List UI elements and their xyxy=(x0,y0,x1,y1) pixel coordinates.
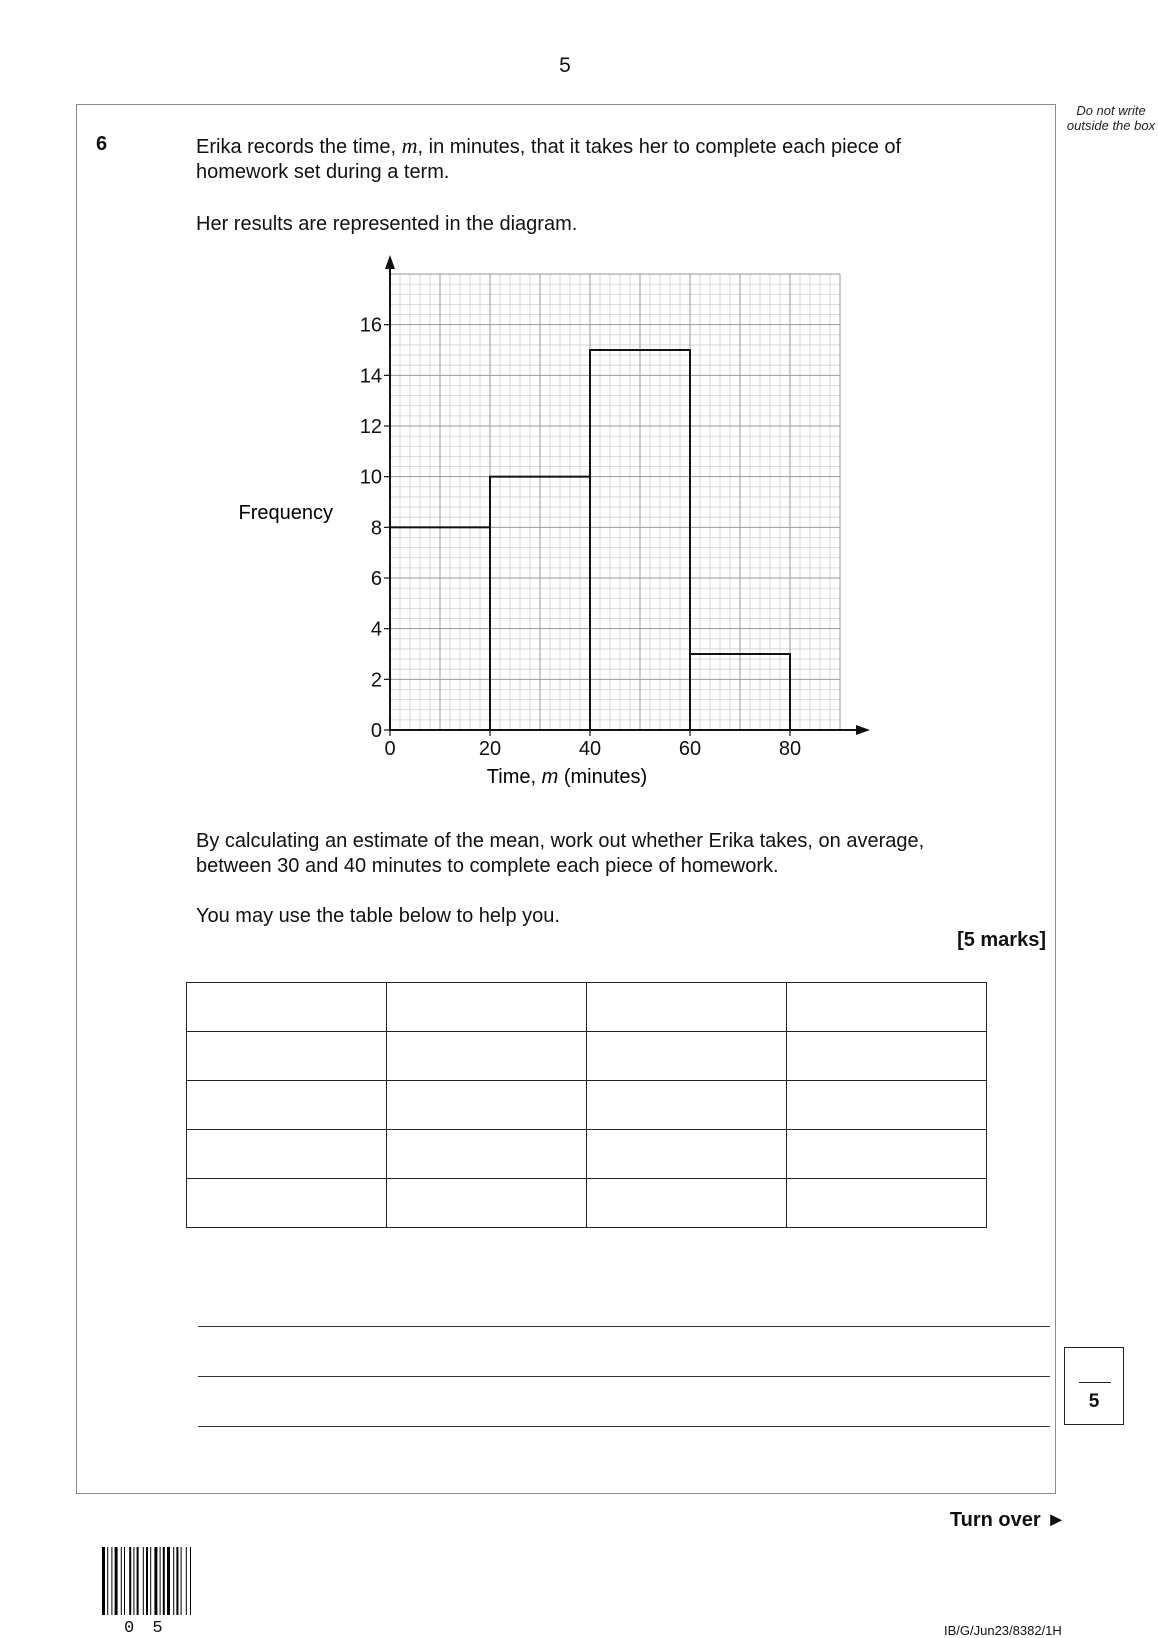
barcode-bar xyxy=(154,1547,157,1615)
barcode-bar xyxy=(181,1547,182,1615)
table-cell[interactable] xyxy=(587,1081,787,1130)
table-cell[interactable] xyxy=(387,1032,587,1081)
barcode-bar xyxy=(133,1547,134,1615)
grid-minor xyxy=(390,274,840,730)
variable-m: m xyxy=(401,133,418,158)
barcode-bar xyxy=(115,1547,118,1615)
working-table xyxy=(186,982,987,1228)
x-axis-label xyxy=(487,766,647,788)
intro-text-start: Erika records the time, xyxy=(196,136,402,158)
table-row xyxy=(187,983,987,1032)
x-axis-arrow-icon xyxy=(856,725,870,735)
table-cell[interactable] xyxy=(187,1130,387,1179)
barcode-bar xyxy=(186,1547,187,1615)
y-tick-label: 6 xyxy=(370,568,382,590)
paper-code: IB/G/Jun23/8382/1H xyxy=(944,1623,1062,1638)
intro-text-end: , in minutes, that it takes her to complete each piece of homework set during a term. xyxy=(196,136,902,183)
barcode-bar xyxy=(137,1547,139,1615)
question-instruction: By calculating an estimate of the mean, work out whether Erika takes, on average, between 30 and 40 minutes to complete each piece of homework. xyxy=(196,830,925,877)
answer-line[interactable] xyxy=(198,1326,1050,1327)
frequency-diagram xyxy=(230,255,870,815)
table-cell[interactable] xyxy=(787,1081,987,1130)
mark-box xyxy=(1064,1347,1124,1425)
table-row xyxy=(187,1130,987,1179)
answer-line[interactable] xyxy=(198,1376,1050,1377)
x-tick-label: 80 xyxy=(778,738,802,760)
y-tick-label: 0 xyxy=(370,720,382,742)
table-cell[interactable] xyxy=(187,1081,387,1130)
barcode-bar xyxy=(143,1547,144,1615)
x-axis-label-end: (minutes) xyxy=(558,766,648,788)
x-tick-label: 0 xyxy=(384,738,396,760)
table-row xyxy=(187,1179,987,1228)
marks-label: [5 marks] xyxy=(957,929,1046,951)
barcode-bar xyxy=(146,1547,148,1615)
question-number: 6 xyxy=(96,133,108,155)
table-cell[interactable] xyxy=(187,1032,387,1081)
x-tick-label: 40 xyxy=(578,738,602,760)
question-intro xyxy=(196,133,966,185)
y-tick-label: 4 xyxy=(370,618,382,641)
y-axis-label: Frequency xyxy=(238,502,333,524)
y-axis-arrow-icon xyxy=(385,255,395,269)
question-hint: You may use the table below to help you. xyxy=(196,905,560,927)
x-tick-label: 20 xyxy=(478,738,502,760)
table-cell[interactable] xyxy=(787,1179,987,1228)
barcode-icon xyxy=(100,1547,205,1617)
x-tick-label: 60 xyxy=(678,738,702,760)
table-cell[interactable] xyxy=(387,1081,587,1130)
table-cell[interactable] xyxy=(187,1179,387,1228)
diagram-intro: Her results are represented in the diagram. xyxy=(196,213,578,235)
y-tick-label: 10 xyxy=(359,466,382,489)
table-cell[interactable] xyxy=(587,1179,787,1228)
barcode-bar xyxy=(160,1547,161,1615)
mark-box-total: 5 xyxy=(1088,1391,1100,1412)
y-tick-label: 2 xyxy=(370,669,382,692)
table-cell[interactable] xyxy=(787,983,987,1032)
y-tick-label: 16 xyxy=(359,314,382,337)
barcode-bar xyxy=(107,1547,108,1615)
table-cell[interactable] xyxy=(787,1032,987,1081)
barcode-bar xyxy=(124,1547,125,1615)
turn-over-label: Turn over ► xyxy=(949,1509,1066,1531)
table-cell[interactable] xyxy=(187,983,387,1032)
x-axis-label-start: Time, xyxy=(486,766,542,788)
table-row xyxy=(187,1081,987,1130)
table-cell[interactable] xyxy=(387,1179,587,1228)
page-number: 5 xyxy=(559,54,571,77)
barcode-bar xyxy=(150,1547,151,1615)
barcode-bar xyxy=(176,1547,178,1615)
table-row xyxy=(187,1032,987,1081)
grid-major xyxy=(390,274,840,730)
table-cell[interactable] xyxy=(587,983,787,1032)
barcode-bar xyxy=(163,1547,165,1615)
table-cell[interactable] xyxy=(787,1130,987,1179)
table-cell[interactable] xyxy=(587,1032,787,1081)
y-tick-label: 14 xyxy=(359,365,382,388)
barcode-bar xyxy=(102,1547,105,1615)
y-tick-label: 8 xyxy=(370,517,382,540)
table-cell[interactable] xyxy=(587,1130,787,1179)
y-tick-label: 12 xyxy=(359,416,382,438)
barcode-bar xyxy=(173,1547,174,1615)
barcode-bar xyxy=(190,1547,191,1615)
table-cell[interactable] xyxy=(387,1130,587,1179)
barcode-digits: 0 5 xyxy=(124,1619,167,1638)
barcode-bar xyxy=(129,1547,131,1615)
barcode-bar xyxy=(121,1547,122,1615)
table-cell[interactable] xyxy=(387,983,587,1032)
barcode-bar xyxy=(111,1547,112,1615)
barcode-bar xyxy=(167,1547,170,1615)
axes xyxy=(385,255,870,735)
margin-note: Do not write outside the box xyxy=(1066,103,1156,133)
x-axis-label-var: m xyxy=(541,766,559,788)
answer-line[interactable] xyxy=(198,1426,1050,1427)
mark-box-divider xyxy=(1079,1382,1111,1383)
